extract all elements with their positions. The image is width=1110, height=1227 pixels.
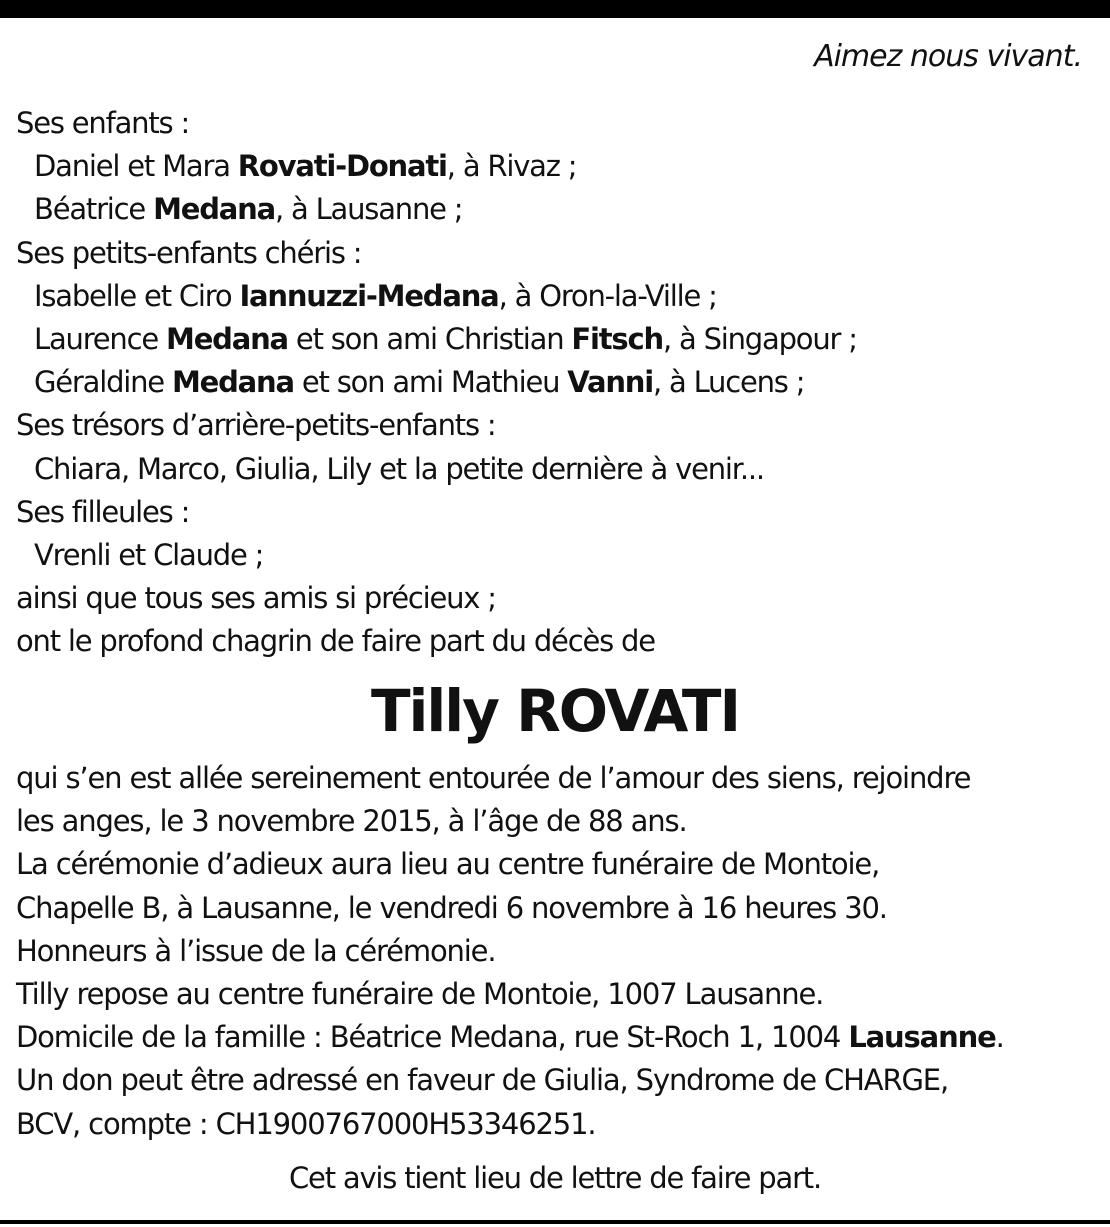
- family-surname: Vanni: [567, 365, 653, 400]
- family-list: [16, 102, 1096, 664]
- deceased-name: Tilly ROVATI: [370, 677, 740, 745]
- bottom-border-rule: [0, 1220, 1110, 1224]
- detail-line: qui s’en est allée sereinement entourée de l’amour des siens, rejoindre: [16, 761, 971, 795]
- family-surname: Fitsch: [571, 322, 663, 357]
- family-line: Vrenli et Claude ;: [34, 538, 264, 573]
- family-surname: Medana: [153, 192, 275, 227]
- children-heading: Ses enfants :: [16, 106, 190, 140]
- family-surname: Medana: [166, 322, 288, 357]
- announcement-line: ont le profond chagrin de faire part du décès de: [16, 624, 655, 659]
- grandchildren-heading: Ses petits-enfants chéris :: [16, 235, 362, 270]
- motto: Aimez nous vivant.: [814, 39, 1082, 74]
- detail-line: Chapelle B, à Lausanne, le vendredi 6 novembre à 16 heures 30.: [16, 890, 887, 925]
- friends-line: ainsi que tous ses amis si précieux ;: [16, 581, 496, 616]
- detail-line: Tilly repose au centre funéraire de Montoie, 1007 Lausanne.: [16, 977, 824, 1012]
- family-line: Laurence Medana et son ami Christian Fitsch, à Singapour ;: [34, 322, 857, 357]
- family-line: Daniel et Mara Rovati-Donati, à Rivaz ;: [34, 149, 577, 184]
- great-grandchildren-heading: Ses trésors d’arrière-petits-enfants :: [16, 408, 496, 443]
- city-name: Lausanne: [848, 1020, 996, 1055]
- family-line: Géraldine Medana et son ami Mathieu Vanni, à Lucens ;: [34, 365, 805, 400]
- detail-line: les anges, le 3 novembre 2015, à l’âge de 88 ans.: [16, 804, 687, 839]
- detail-line: Domicile de la famille : Béatrice Medana, rue St-Roch 1, 1004 Lausanne.: [16, 1020, 1004, 1055]
- detail-line: BCV, compte : CH1900767000H53346251.: [16, 1106, 596, 1141]
- family-line: Béatrice Medana, à Lausanne ;: [34, 192, 463, 227]
- detail-line: La cérémonie d’adieux aura lieu au centre funéraire de Montoie,: [16, 847, 880, 882]
- top-border-rule: [0, 0, 1110, 18]
- closing-note: Cet avis tient lieu de lettre de faire part.: [289, 1161, 821, 1195]
- family-surname: Rovati-Donati: [237, 149, 447, 184]
- family-line: Chiara, Marco, Giulia, Lily et la petite dernière à venir...: [34, 451, 764, 486]
- detail-line: Honneurs à l’issue de la cérémonie.: [16, 933, 496, 968]
- goddaughters-heading: Ses filleules :: [16, 494, 190, 529]
- detail-line: Un don peut être adressé en faveur de Giulia, Syndrome de CHARGE,: [16, 1063, 949, 1098]
- family-line: Isabelle et Ciro Iannuzzi-Medana, à Oron-la-Ville ;: [34, 278, 717, 313]
- family-surname: Iannuzzi-Medana: [239, 278, 499, 313]
- family-surname: Medana: [171, 365, 294, 400]
- ceremony-details: [16, 757, 1101, 1146]
